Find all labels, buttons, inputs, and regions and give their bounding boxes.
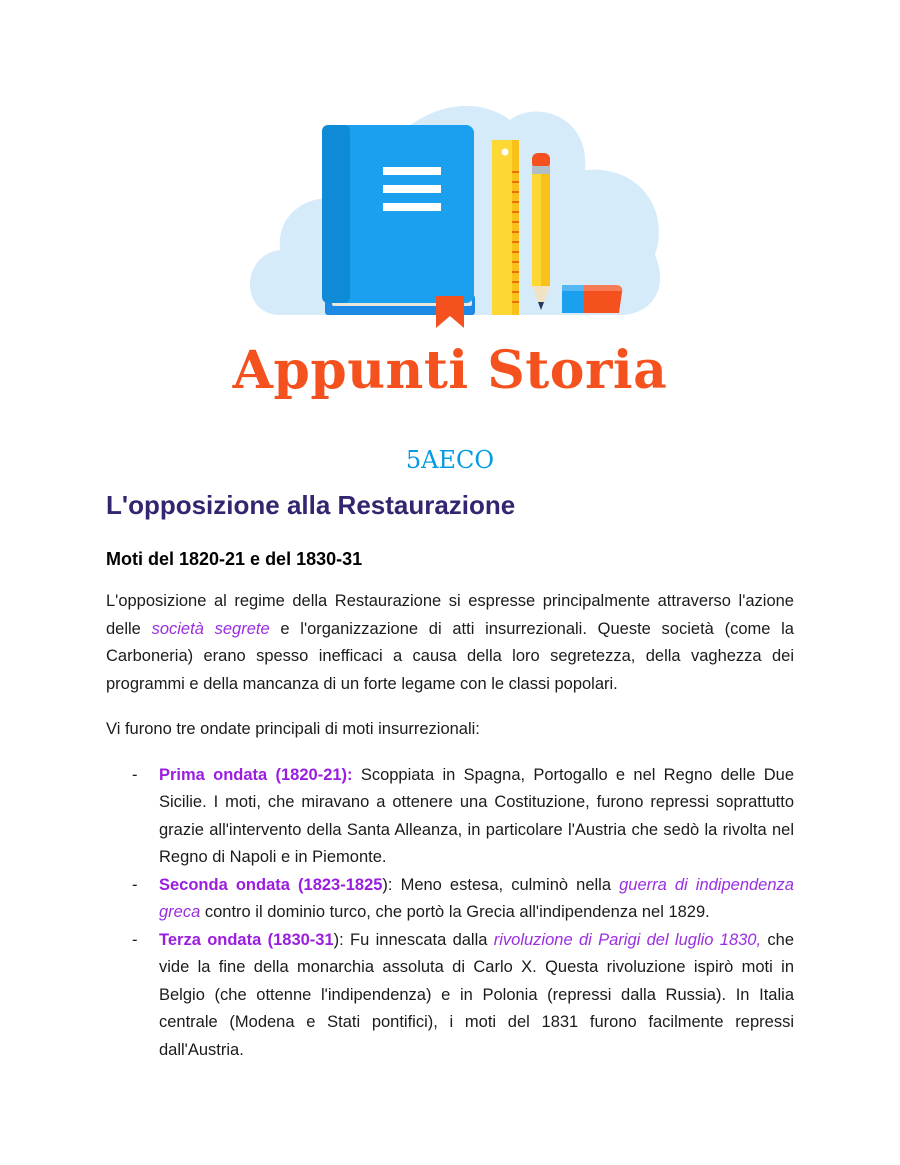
content: [106, 490, 794, 1064]
intro-text-2: e l'organizzazione di atti insurrezionali. Queste società (come la Carboneria) erano spesso inefficaci a causa della loro segretezza, della vaghezza dei programmi e della mancanza di un forte legame con le classi popolari.: [106, 619, 794, 693]
waves-list: [106, 762, 794, 1065]
pencil-icon: [532, 153, 550, 310]
list-dash: -: [132, 765, 138, 784]
wave-text-end: contro il dominio turco, che portò la Grecia all'indipendenza nel 1829.: [200, 903, 710, 921]
list-item-wave-1: [106, 762, 794, 872]
list-dash: -: [132, 875, 138, 894]
wave-emphasis: rivoluzione di Parigi del luglio 1830,: [493, 930, 762, 949]
wave-text-end: che vide la fine della monarchia assoluta di Carlo X. Questa rivoluzione ispirò moti in Belgio (che ottenne l'indipendenza) e in Polonia (repressi dalla Russia). In Italia centrale (Modena e Stati pontifici), i moti del 1831 furono facilmente repressi dall'Austria.: [159, 930, 794, 1059]
section-heading: L'opposizione alla Restaurazione: [106, 490, 516, 520]
section-subheading: Moti del 1820-21 e del 1830-31: [106, 549, 363, 569]
book-icon: [322, 125, 475, 328]
class-subtitle: 5AECO: [405, 446, 495, 474]
wave-label: Seconda ondata (1823-1825: [159, 875, 383, 894]
list-item-wave-2: [106, 872, 794, 927]
ruler-icon: [492, 140, 519, 315]
list-dash: -: [132, 930, 138, 949]
wave-text: ): Fu innescata dalla: [333, 930, 494, 949]
wave-text: ): Meno estesa, culminò nella: [382, 875, 620, 894]
list-item-wave-3: [106, 927, 794, 1065]
wave-text: Scoppiata in Spagna, Portogallo e nel Regno delle Due Sicilie. I moti, che miravano a ottenere una Costituzione, furono repressi soprattutto grazie all'intervento della Santa Alleanza, in particolare l'Austria che sedò la rivolta nel Regno di Napoli e in Piemonte.: [159, 765, 794, 866]
waves-intro: Vi furono tre ondate principali di moti insurrezionali:: [106, 720, 480, 738]
wave-emphasis: guerra di indipendenza greca: [159, 875, 794, 921]
wave-label: Terza ondata (1830-31: [159, 930, 334, 949]
intro-paragraph: [106, 588, 794, 698]
intro-text-1: L'opposizione al regime della Restaurazione si espresse principalmente attraverso l'azione delle: [106, 592, 794, 638]
emphasis-secret-societies: società segrete: [151, 619, 270, 638]
eraser-icon: [562, 285, 622, 313]
wave-label: Prima ondata (1820-21):: [159, 765, 353, 784]
page-title: Appunti Storia: [232, 340, 668, 401]
header-illustration: [240, 90, 670, 340]
